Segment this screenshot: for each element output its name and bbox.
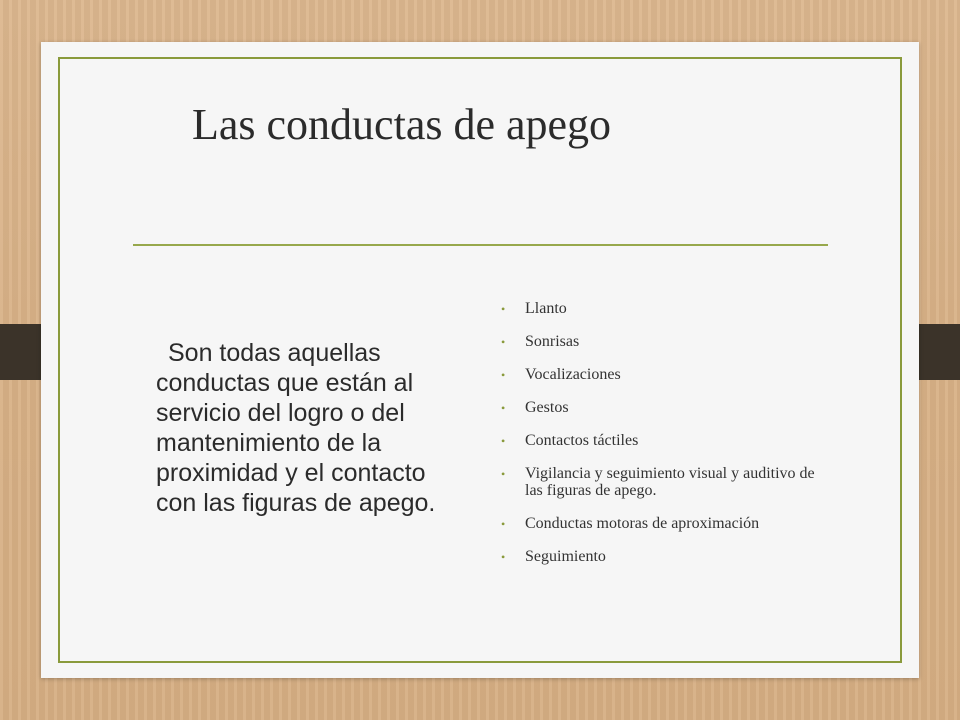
list-item-text: Vigilancia y seguimiento visual y auditivo de las figuras de apego. — [525, 465, 815, 499]
list-item — [496, 432, 826, 449]
lead-paragraph — [156, 338, 466, 518]
bullet-list — [496, 300, 826, 581]
bullet-dot-icon: • — [501, 434, 506, 448]
title-divider — [133, 244, 828, 246]
list-item — [496, 465, 826, 499]
list-item — [496, 300, 826, 317]
list-item-text: Vocalizaciones — [525, 366, 621, 383]
bullet-dot-icon: • — [501, 302, 506, 316]
list-item — [496, 366, 826, 383]
bullet-dot-icon: • — [501, 550, 506, 564]
list-item — [496, 399, 826, 416]
list-item — [496, 548, 826, 565]
lead-text: Son todas aquellas conductas que están al servicio del logro o del mantenimiento de la proximidad y el contacto con las figuras de apego. — [156, 339, 436, 517]
bullet-dot-icon: • — [501, 335, 506, 349]
list-item — [496, 515, 826, 532]
bullet-dot-icon: • — [501, 368, 506, 382]
list-item-text: Sonrisas — [525, 333, 580, 350]
list-item-text: Contactos táctiles — [525, 432, 639, 449]
slide-title: Las conductas de apego — [192, 100, 612, 149]
list-item-text: Seguimiento — [525, 548, 606, 565]
list-item — [496, 333, 826, 350]
bullet-dot-icon: • — [501, 401, 506, 415]
list-item-text: Conductas motoras de aproximación — [525, 515, 760, 532]
list-item-text: Llanto — [525, 300, 567, 317]
list-item-text: Gestos — [525, 399, 569, 416]
bullet-dot-icon: • — [501, 517, 506, 531]
bullet-dot-icon: • — [501, 467, 506, 481]
